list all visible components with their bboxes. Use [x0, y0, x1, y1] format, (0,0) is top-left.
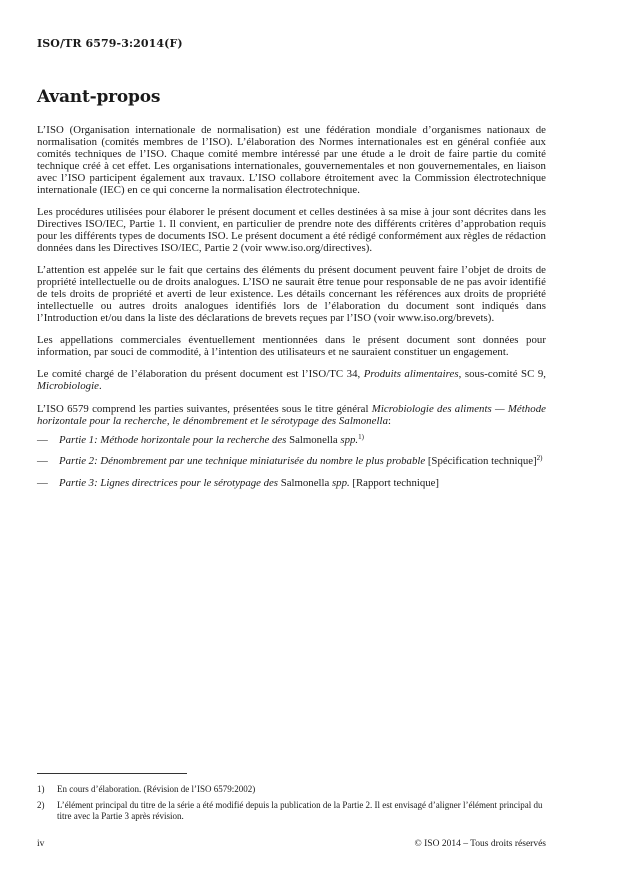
paragraph-procedures: Les procédures utilisées pour élaborer le présent document et celles destinées à sa mise à jour sont décrites dans les Directives ISO/IEC, Partie 1. Il convient, en particulier de prendre note des différents critères d’approbation requis pour les différents types de documents ISO. Le présent document a été rédigé conformément aux règles de rédaction données dans les Directives ISO/IEC, Partie 2 (voir www.iso.org/directives). [37, 205, 546, 254]
part-2-type: [Spécification technique] [425, 455, 537, 468]
page-number: iv [37, 839, 45, 849]
copyright-notice: © ISO 2014 – Tous droits réservés [414, 839, 546, 849]
footnote-text: En cours d’élaboration. (Révision de l’ISO 6579:2002) [57, 784, 256, 794]
list-item-part-1 [37, 432, 546, 447]
part-2-title: Partie 2: Dénombrement par une technique miniaturisée du nombre le plus probable [59, 455, 426, 468]
part-1-species: spp. [337, 433, 359, 446]
footnote-number: 2) [37, 800, 45, 811]
paragraph-patents: L’attention est appelée sur le fait que certains des éléments du présent document peuvent faire l’objet de droits de propriété intellectuelle ou de droits analogues. L’ISO ne saurait être tenue pour responsable de ne pas avoir identifié de tels droits de propriété et averti de leur existence. Les détails concernant les références aux droits de propriété intellectuelle ou autres droits analogues identifiés lors de l’élaboration du document sont indiqués dans l’Introduction et/ou dans la liste des déclarations de brevets reçues par l’ISO (voir www.iso.org/brevets). [37, 264, 546, 324]
footnote-text: L’élément principal du titre de la série a été modifié depuis la publication de la Partie 2. Il est envisagé d’aligner l’élément principal du titre avec la Partie 3 après révision. [57, 800, 543, 821]
list-item-part-3 [37, 478, 546, 490]
footnote-separator [37, 773, 187, 774]
part-1-title: Partie 1: Méthode horizontale pour la recherche des [59, 433, 290, 446]
committee-tc-name: Produits alimentaires [363, 368, 459, 381]
part-3-genus: Salmonella [280, 477, 330, 490]
paragraph-iso-intro: L’ISO (Organisation internationale de normalisation) est une fédération mondiale d’organismes nationaux de normalisation (comités membres de l’ISO). L’élaboration des Normes internationales est en général confiée aux comités techniques de l’ISO. Chaque comité membre intéressé par une étude a le droit de faire partie du comité technique créé à cet effet. Les organisations internationales, gouvernementales et non gouvernementales, en liaison avec l’ISO participent également aux travaux. L’ISO collabore étroitement avec la Commission électrotechnique internationale (IEC) en ce qui concerne la normalisation électrotechnique. [37, 124, 546, 196]
footnotes [37, 784, 552, 827]
section-title: Avant-propos [37, 87, 161, 107]
committee-middle: , sous-comité SC 9, [458, 368, 547, 381]
list-dash: — [37, 477, 48, 490]
committee-prefix: Le comité chargé de l’élaboration du présent document est l’ISO/TC 34, [37, 368, 364, 381]
part-1-genus: Salmonella [289, 433, 338, 446]
committee-sc-name: Microbiologie [37, 380, 100, 393]
footnote-2 [37, 800, 552, 821]
part-3-type: [Rapport technique] [349, 477, 440, 490]
list-dash: — [37, 433, 48, 446]
footnote-ref-1: 1) [358, 432, 364, 441]
footnote-ref-2: 2) [536, 454, 543, 463]
list-item-part-2 [37, 456, 546, 468]
part-3-title: Partie 3: Lignes directrices pour le sérotypage des [59, 477, 281, 490]
part-3-species: spp. [329, 477, 350, 490]
committee-suffix: . [99, 380, 102, 393]
foreword-body [37, 125, 546, 500]
parts-intro-prefix: L’ISO 6579 comprend les parties suivantes, présentées sous le titre général [37, 402, 372, 415]
parts-general-title: Microbiologie des aliments — Méthode horizontale pour la recherche, le dénombrement et le sérotypage des Salmonella [37, 402, 546, 427]
paragraph-trade-names: Les appellations commerciales éventuellement mentionnées dans le présent document sont données pour information, par souci de commodité, à l’intention des utilisateurs et ne sauraient constituer un engagement. [37, 334, 546, 358]
parts-intro-suffix: : [388, 414, 392, 427]
paragraph-parts-intro [37, 404, 546, 428]
footnote-number: 1) [37, 784, 45, 794]
list-dash: — [37, 455, 48, 468]
footnote-1 [37, 784, 552, 795]
paragraph-committee [37, 369, 546, 393]
document-reference: ISO/TR 6579-3:2014(F) [37, 37, 183, 50]
